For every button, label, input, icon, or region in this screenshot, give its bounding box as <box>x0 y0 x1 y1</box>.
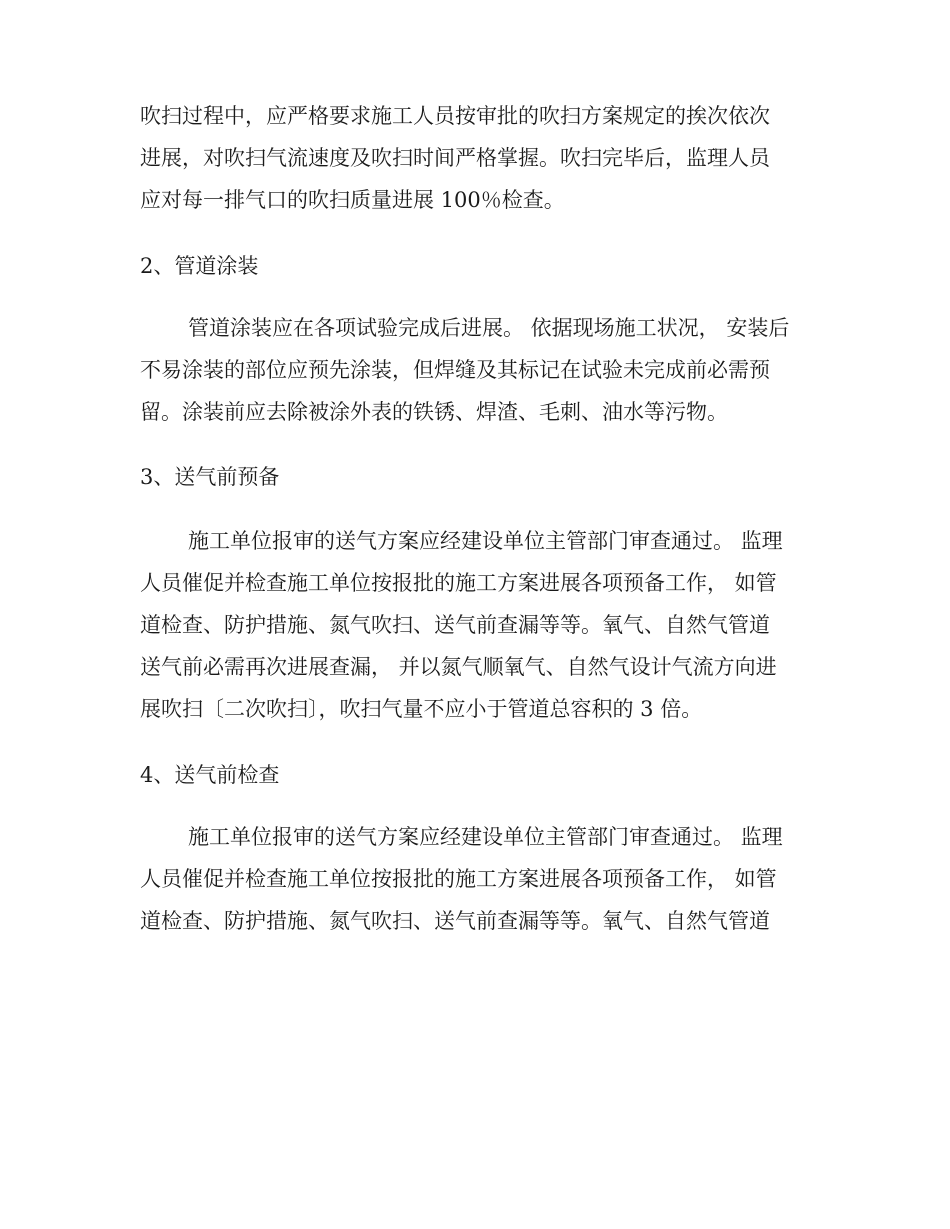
paragraph-line: 送气前必需再次进展查漏， 并以氮气顺氧气、自然气设计气流方向进 <box>140 655 777 679</box>
paragraph-line: 留。涂装前应去除被涂外表的铁锈、焊渣、毛刺、油水等污物。 <box>140 400 728 424</box>
paragraph-line: 施工单位报审的送气方案应经建设单位主管部门审查通过。 监理 <box>188 825 783 849</box>
section-heading: 3、送气前预备 <box>140 465 280 489</box>
paragraph-line: 道检查、防护措施、氮气吹扫、送气前查漏等等。氧气、自然气管道 <box>140 613 770 637</box>
paragraph-line: 人员催促并检查施工单位按报批的施工方案进展各项预备工作， 如管 <box>140 571 777 595</box>
paragraph-line: 道检查、防护措施、氮气吹扫、送气前查漏等等。氧气、自然气管道 <box>140 909 770 933</box>
paragraph-line: 管道涂装应在各项试验完成后进展。 依据现场施工状况， 安装后 <box>188 316 790 340</box>
section-heading: 2、管道涂装 <box>140 254 259 278</box>
paragraph-line: 吹扫过程中，应严格要求施工人员按审批的吹扫方案规定的挨次依次 <box>140 104 770 128</box>
section-heading: 4、送气前检查 <box>140 763 280 787</box>
paragraph-line: 人员催促并检查施工单位按报批的施工方案进展各项预备工作， 如管 <box>140 867 777 891</box>
paragraph-line: 施工单位报审的送气方案应经建设单位主管部门审查通过。 监理 <box>188 529 783 553</box>
paragraph-line: 展吹扫〔二次吹扫〕，吹扫气量不应小于管道总容积的 3 倍。 <box>140 697 703 721</box>
paragraph-line: 不易涂装的部位应预先涂装，但焊缝及其标记在试验未完成前必需预 <box>140 358 770 382</box>
paragraph-line: 进展，对吹扫气流速度及吹扫时间严格掌握。吹扫完毕后，监理人员 <box>140 146 770 170</box>
paragraph-line: 应对每一排气口的吹扫质量进展 100％检查。 <box>140 188 565 212</box>
